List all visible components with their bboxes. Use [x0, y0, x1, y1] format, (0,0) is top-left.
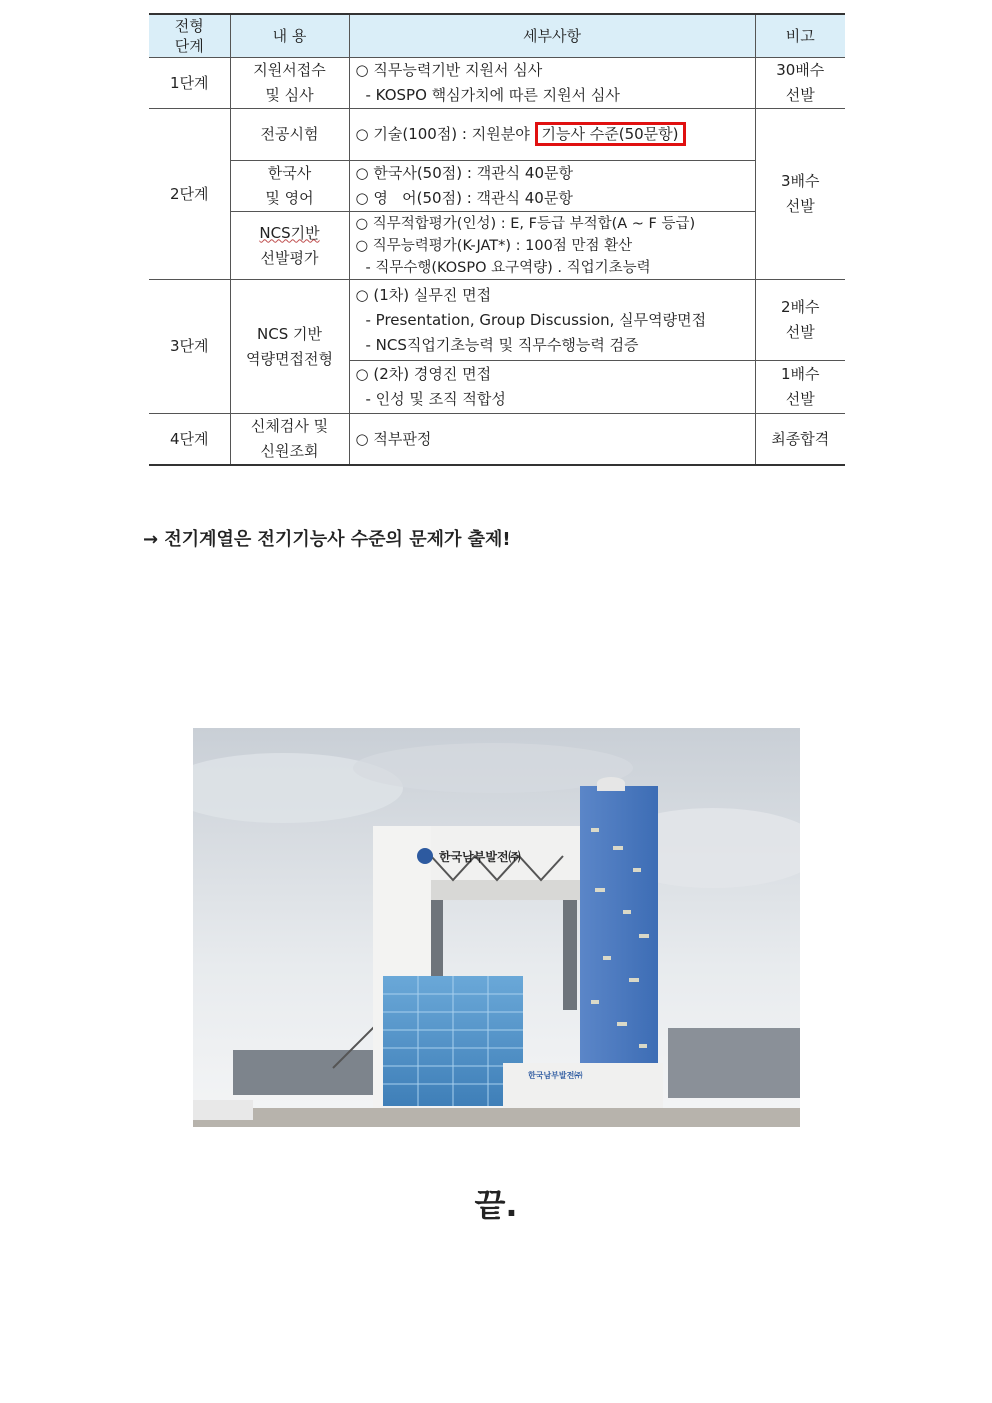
detail-line: ○ 영 어(50점) : 객관식 40문항 — [355, 189, 573, 207]
details-cell — [349, 280, 755, 361]
content-cell — [230, 58, 349, 109]
table-row — [149, 414, 845, 466]
header-details: 세부사항 — [349, 14, 755, 58]
table-row — [149, 212, 845, 280]
detail-line: - Presentation, Group Discussion, 실무역량면접 — [365, 310, 707, 329]
remarks-cell: 최종합격 — [755, 414, 845, 466]
content-line: NCS기반 — [259, 223, 320, 242]
content-line: NCS 기반 — [257, 324, 322, 343]
details-cell — [349, 161, 755, 212]
remarks-cell — [755, 280, 845, 361]
content-line: 한국사 — [267, 164, 312, 182]
stage-cell: 4단계 — [149, 414, 230, 466]
remarks-line: 1배수 — [780, 365, 820, 383]
table-header-row — [149, 14, 845, 58]
details-cell — [349, 361, 755, 414]
content-line: 역량면접전형 — [246, 349, 333, 368]
highlight-box: 기능사 수준(50문항) — [535, 122, 686, 146]
content-line: 및 영어 — [265, 189, 314, 207]
remarks-cell — [755, 361, 845, 414]
content-line: 지원서접수 — [253, 61, 326, 79]
header-content: 내 용 — [230, 14, 349, 58]
detail-line: ○ (1차) 실무진 면접 — [355, 285, 492, 304]
electrical-note: → 전기계열은 전기기능사 수준의 문제가 출제! — [143, 529, 511, 550]
content-cell — [230, 414, 349, 466]
details-cell — [349, 58, 755, 109]
remarks-line: 선발 — [785, 86, 815, 104]
recruitment-process-table — [149, 13, 845, 466]
header-stage: 전형 단계 — [149, 14, 230, 58]
table-row — [149, 58, 845, 109]
remarks-line: 선발 — [785, 390, 815, 408]
content-cell — [230, 212, 349, 280]
content-cell — [230, 280, 349, 414]
content-line: 신체검사 및 — [250, 417, 329, 435]
detail-line: ○ 직무능력기반 지원서 심사 — [355, 61, 543, 79]
detail-line: - 직무수행(KOSPO 요구역량) . 직업기초능력 — [365, 259, 651, 276]
content-line: 선발평가 — [260, 248, 319, 267]
building-sign-top: 한국남부발전㈜ — [439, 850, 521, 864]
remarks-cell — [755, 109, 845, 280]
detail-line: - NCS직업기초능력 및 직무수행능력 검증 — [365, 335, 639, 354]
content-line: 및 심사 — [265, 86, 314, 104]
details-cell — [349, 109, 755, 161]
stage-cell: 2단계 — [149, 109, 230, 280]
content-line: 신원조회 — [260, 442, 319, 460]
remarks-line: 3배수 — [780, 172, 820, 190]
detail-line: ○ 직무적합평가(인성) : E, F등급 부적합(A ~ F 등급) — [355, 215, 696, 232]
end-mark: 끝. — [474, 1186, 518, 1224]
remarks-line: 30배수 — [776, 61, 825, 79]
table-row — [149, 161, 845, 212]
detail-line: ○ 한국사(50점) : 객관식 40문항 — [355, 164, 574, 182]
details-cell — [349, 212, 755, 280]
content-cell: 전공시험 — [230, 109, 349, 161]
detail-line: ○ (2차) 경영진 면접 — [355, 365, 492, 383]
detail-text: ○ 기술(100점) : 지원분야 — [355, 125, 530, 143]
stage-cell: 1단계 — [149, 58, 230, 109]
content-cell — [230, 161, 349, 212]
header-remarks: 비고 — [755, 14, 845, 58]
detail-line: - 인성 및 조직 적합성 — [365, 390, 506, 408]
table-row — [149, 109, 845, 161]
stage-cell: 3단계 — [149, 280, 230, 414]
remarks-cell — [755, 58, 845, 109]
remarks-line: 선발 — [785, 323, 815, 341]
remarks-line: 선발 — [785, 197, 815, 215]
detail-line: - KOSPO 핵심가치에 따른 지원서 심사 — [365, 86, 620, 104]
building-sign-bottom: 한국남부발전㈜ — [528, 1071, 583, 1080]
headquarters-photo — [193, 728, 800, 1127]
details-cell: ○ 적부판정 — [349, 414, 755, 466]
detail-line: ○ 직무능력평가(K-JAT*) : 100점 만점 환산 — [355, 237, 633, 254]
table-row — [149, 280, 845, 361]
building-illustration — [193, 728, 800, 1127]
remarks-line: 2배수 — [780, 298, 820, 316]
